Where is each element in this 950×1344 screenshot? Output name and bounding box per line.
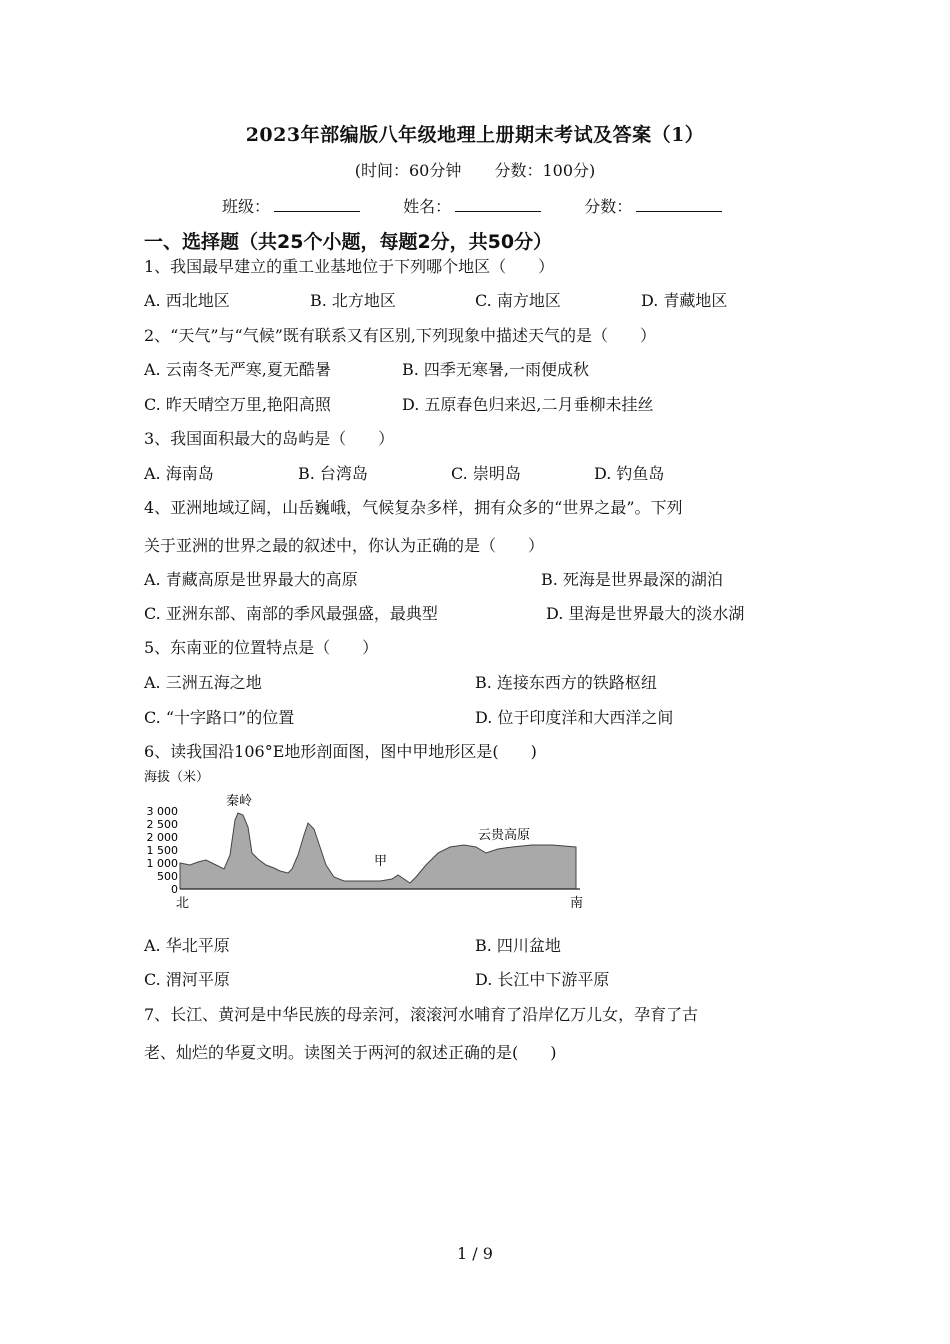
label-north: 北: [176, 896, 190, 911]
score-field[interactable]: [584, 194, 722, 217]
score-label: 分数：: [584, 197, 633, 216]
question-4-stem-line1: 4、亚洲地域辽阔，山岳巍峨，气候复杂多样，拥有众多的“世界之最”。下列: [144, 498, 683, 517]
class-field[interactable]: [222, 194, 360, 217]
question-7-stem-line1: 7、长江、黄河是中华民族的母亲河，滚滚河水哺育了沿岸亿万儿女，孕育了古: [144, 1005, 699, 1024]
q5-option-a: A. 三洲五海之地: [144, 673, 262, 692]
student-fields: [222, 194, 760, 217]
profile-tick-0: 0: [171, 883, 178, 896]
question-3-stem: 3、我国面积最大的岛屿是（ ）: [144, 429, 395, 448]
question-2-stem: 2、“天气”与“气候”既有联系又有区别,下列现象中描述天气的是（ ）: [144, 326, 656, 345]
label-yungui-plateau: 云贵高原: [478, 828, 531, 843]
profile-tick-1000: 1 000: [146, 857, 178, 870]
profile-tick-2000: 2 000: [146, 831, 178, 844]
profile-ylabel: 海拔（米）: [144, 770, 210, 785]
question-7-stem-line2: 老、灿烂的华夏文明。读图关于两河的叙述正确的是( ): [144, 1043, 557, 1062]
q3-option-a: A. 海南岛: [144, 464, 214, 483]
class-label: 班级：: [222, 197, 271, 216]
name-label: 姓名：: [403, 197, 452, 216]
question-6-stem: 6、读我国沿106°E地形剖面图，图中甲地形区是( ): [144, 742, 537, 761]
profile-tick-2500: 2 500: [146, 818, 178, 831]
label-south: 南: [570, 896, 584, 911]
question-5-stem: 5、东南亚的位置特点是（ ）: [144, 638, 379, 657]
q3-option-d: D. 钓鱼岛: [594, 464, 665, 483]
class-blank[interactable]: [274, 197, 360, 212]
q2-option-c: C. 昨天晴空万里,艳阳高照: [144, 395, 331, 414]
profile-tick-500: 500: [157, 870, 178, 883]
q1-option-d: D. 青藏地区: [641, 291, 728, 310]
question-4-stem-line2: 关于亚洲的世界之最的叙述中，你认为正确的是（ ）: [144, 536, 545, 555]
q5-option-d: D. 位于印度洋和大西洋之间: [475, 708, 674, 727]
exam-info: [0, 158, 950, 181]
q1-option-a: A. 西北地区: [144, 291, 230, 310]
q1-option-c: C. 南方地区: [475, 291, 561, 310]
page-number: 1 / 9: [457, 1244, 493, 1263]
q6-option-b: B. 四川盆地: [475, 936, 561, 955]
q4-option-b: B. 死海是世界最深的湖泊: [541, 570, 723, 589]
question-1-stem: 1、我国最早建立的重工业基地位于下列哪个地区（ ）: [144, 257, 555, 276]
section-heading: 一、选择题（共25个小题，每题2分，共50分）: [144, 231, 553, 253]
q6-option-d: D. 长江中下游平原: [475, 970, 610, 989]
q2-option-d: D. 五原春色归来迟,二月垂柳未挂丝: [402, 395, 654, 414]
name-blank[interactable]: [455, 197, 541, 212]
q6-option-c: C. 渭河平原: [144, 970, 230, 989]
q2-option-b: B. 四季无寒暑,一雨便成秋: [402, 360, 590, 379]
q3-option-b: B. 台湾岛: [298, 464, 368, 483]
terrain-profile-area: [180, 813, 576, 889]
page-title: 2023年部编版八年级地理上册期末考试及答案（1）: [245, 124, 705, 146]
label-qinling: 秦岭: [226, 794, 253, 809]
profile-tick-1500: 1 500: [146, 844, 178, 857]
exam-total-score: 分数：100分): [494, 161, 596, 180]
q4-option-d: D. 里海是世界最大的淡水湖: [546, 604, 745, 623]
q3-option-c: C. 崇明岛: [451, 464, 521, 483]
label-jia: 甲: [374, 854, 388, 869]
q4-option-c: C. 亚洲东部、南部的季风最强盛，最典型: [144, 604, 438, 623]
q2-option-a: A. 云南冬无严寒,夏无酷暑: [144, 360, 331, 379]
terrain-profile-figure: [140, 765, 600, 915]
q6-option-a: A. 华北平原: [144, 936, 230, 955]
q5-option-b: B. 连接东西方的铁路枢纽: [475, 673, 657, 692]
q4-option-a: A. 青藏高原是世界最大的高原: [144, 570, 358, 589]
score-blank[interactable]: [636, 197, 722, 212]
exam-time: (时间：60分钟: [354, 161, 462, 180]
name-field[interactable]: [403, 194, 541, 217]
profile-tick-3000: 3 000: [146, 805, 178, 818]
q1-option-b: B. 北方地区: [310, 291, 396, 310]
q5-option-c: C. “十字路口”的位置: [144, 708, 295, 727]
